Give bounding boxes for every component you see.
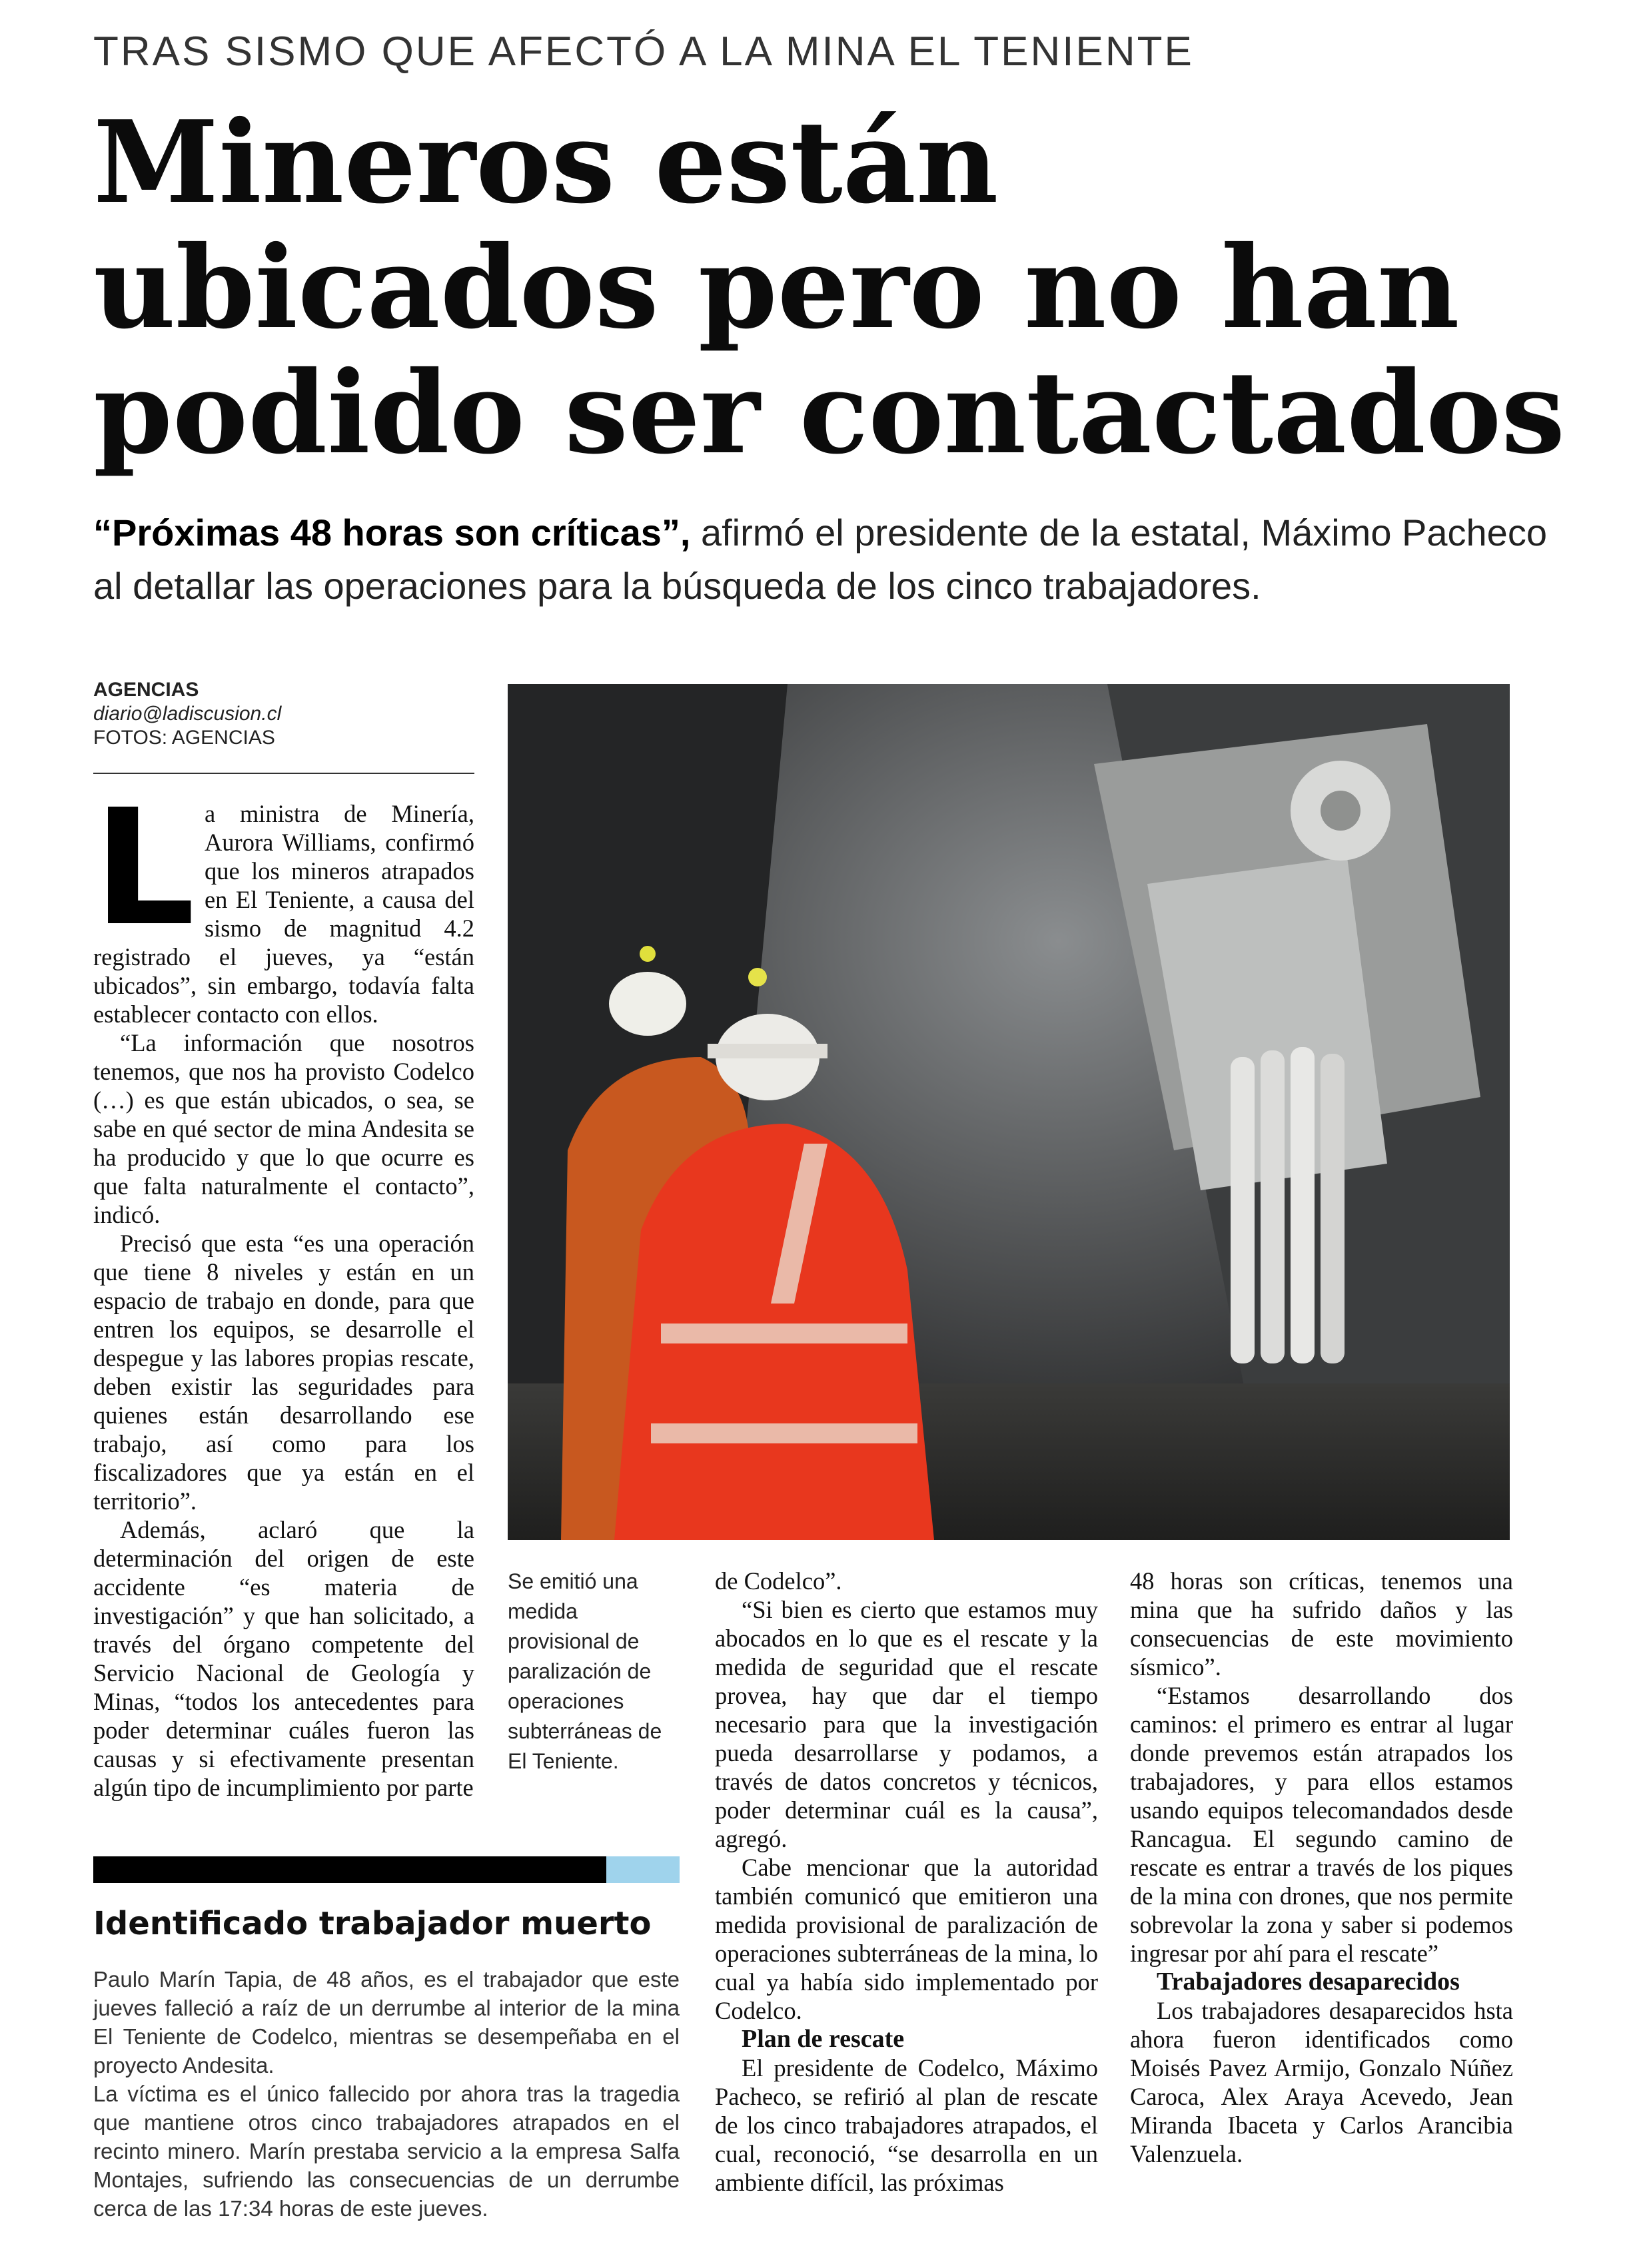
article-column-1 [93,775,474,1802]
sidebar-text [93,1965,680,2223]
sidebar-paragraph: Paulo Marín Tapia, de 48 años, es el trabajador que este jueves falleció a raíz de un derrumbe al interior de la mina El Teniente de Codelco, mientras se desempeñaba en el proyecto Andesita. [93,1967,680,2078]
kicker: TRAS SISMO QUE AFECTÓ A LA MINA EL TENIENTE [93,29,1194,75]
deck [93,506,1559,613]
sidebar-paragraph: La víctima es el único fallecido por ahora tras la tragedia que mantiene otros cinco trabajadores atrapados en el recinto minero. Marín prestaba servicio a la empresa Salfa Montajes, sufriendo las consecuencias de un derrumbe cerca de las 17:34 horas de este jueves. [93,2081,680,2221]
headline-line-2: ubicados pero no han [93,221,1460,354]
article-paragraph: Cabe mencionar que la autoridad también comunicó que emitieron una medida provisional de paralización de operaciones subterráneas de la mina, lo cual ya había sido implementado por Codelco. [715,1854,1098,2024]
article-column-3 [715,1567,1098,2197]
sidebar-bar-accent [606,1856,680,1883]
miners-photo-illustration [508,684,1510,1540]
article-paragraph: “Si bien es cierto que estamos muy abocados en lo que es el rescate y la medida de seguridad que el rescate provea, hay que dar el tiempo necesario para que la investigación pueda desarrollarse y podamos, a través de datos concretos y técnicos, poder determinar cuál es la causa”, agregó. [715,1596,1098,1852]
headline-line-3: podido ser contactados [93,346,1566,480]
deck-rest: afirmó el presidente de la estatal, Máximo Pacheco al detallar las operaciones para la búsqueda de los cinco trabajadores. [93,512,1547,607]
deck-quote: “Próximas 48 horas son críticas”, [93,512,691,554]
article-paragraph: de Codelco”. [715,1567,842,1595]
article-paragraph: “Estamos desarrollando dos caminos: el primero es entrar al lugar donde prevemos están atrapados los trabajadores, y para ellos estamos usando equipos telecomandados desde Rancagua. El segundo camino de rescate es entrar a través de los piques de la mina con drones, que nos permite sobrevolar la zona y saber si podemos ingresar por ahí para el rescate” [1130,1682,1513,1967]
article-paragraph: “La información que nosotros tenemos, que nos ha provisto Codelco (…) es que están ubicados, o sea, se sabe en qué sector de mina Andesita se ha producido y que lo que ocurre es que falta naturalmente el contacto”, indicó. [93,1029,474,1228]
miners-photo [508,684,1510,1540]
article-paragraph: Los trabajadores desaparecidos hsta ahora fueron identificados como Moisés Pavez Armijo, Gonzalo Núñez Caroca, Alex Araya Acevedo, Jean Miranda Ibaceta y Carlos Arancibia Valenzuela. [1130,1997,1513,2167]
byline-divider [93,773,474,774]
article-paragraph: 48 horas son críticas, tenemos una mina que ha sufrido daños y las consecuencias de este movimiento sísmico”. [1130,1567,1513,1681]
byline-agency: AGENCIAS [93,679,199,701]
drop-cap: L [93,775,195,961]
headline [93,96,1586,480]
headline-line-1: Mineros están [93,96,999,229]
byline [93,678,281,750]
subhead-trabajadores-desaparecidos: Trabajadores desaparecidos [1157,1968,1460,1996]
byline-photos: FOTOS: AGENCIAS [93,727,275,749]
sidebar-title: Identificado trabajador muerto [93,1905,652,1942]
article-paragraph: Además, aclaró que la determinación del origen de este accidente “es materia de investigación” y que han solicitado, a través del órgano competente del Servicio Nacional de Geología y Minas, “todos los antecedentes para poder determinar cuáles fueron las causas y si efectivamente presentan algún tipo de incumplimiento por parte [93,1516,474,1801]
byline-email: diario@ladiscusion.cl [93,703,282,725]
subhead-plan-de-rescate: Plan de rescate [742,2025,905,2053]
article-paragraph: a ministra de Minería, Aurora Williams, confirmó que los mineros atrapados en El Teniente, a causa del sismo de magnitud 4.2 registrado el jueves, ya “están ubicados”, sin embargo, todavía falta establecer contacto con ellos. [93,800,474,1028]
photo-caption: Se emitió una medida provisional de paralización de operaciones subterráneas de El Teniente. [508,1569,662,1773]
article-paragraph: Precisó que esta “es una operación que tiene 8 niveles y están en un espacio de trabajo en donde, para que entren los equipos, se desarrolle el despegue y las labores propias rescate, deben existir las seguridades para quienes están desarrollando ese trabajo, así como para los fiscalizadores que ya están en el territorio”. [93,1230,474,1515]
article-paragraph: El presidente de Codelco, Máximo Pacheco, se refirió al plan de rescate de los cinco trabajadores atrapados, el cual, reconoció, “se desarrolla en un ambiente difícil, las próximas [715,2054,1098,2196]
sidebar-bar [93,1856,606,1883]
article-column-4 [1130,1567,1513,2168]
